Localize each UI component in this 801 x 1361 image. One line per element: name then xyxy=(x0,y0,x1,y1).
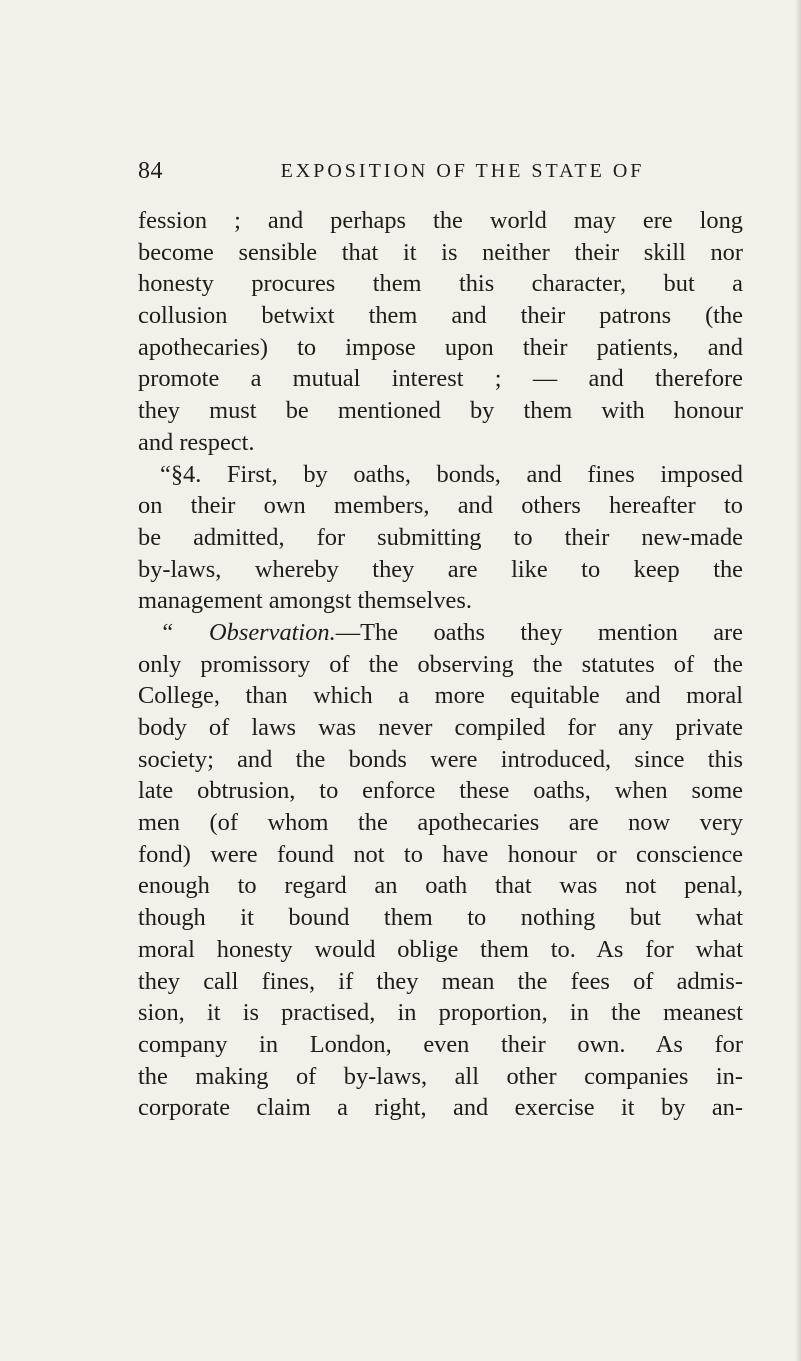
text-line: enough to regard an oath that was not penal, xyxy=(138,872,743,900)
text-line: society; and the bonds were introduced, since this xyxy=(138,745,743,773)
text-line: fond) were found not to have honour or conscience xyxy=(138,840,743,868)
text-line: by-laws, whereby they are like to keep the xyxy=(138,555,743,583)
text-line: late obtrusion, to enforce these oaths, when some xyxy=(138,777,743,805)
text-line: they call fines, if they mean the fees of admis- xyxy=(138,967,743,995)
text-line: sion, it is practised, in proportion, in the meanest xyxy=(138,999,743,1027)
body-text xyxy=(138,205,743,1124)
page-edge-shadow xyxy=(795,0,801,1361)
text-line: corporate claim a right, and exercise it by an- xyxy=(138,1094,743,1122)
text-line: honesty procures them this character, but a xyxy=(138,270,743,298)
text-line: though it bound them to nothing but what xyxy=(138,904,743,932)
text-line-observation xyxy=(138,617,743,649)
text-line: they must be mentioned by them with honour xyxy=(138,397,743,425)
page-header xyxy=(138,154,743,188)
text-line: body of laws was never compiled for any private xyxy=(138,714,743,741)
text-line: men (of whom the apothecaries are now very xyxy=(138,809,743,837)
text-line: only promissory of the observing the statutes of the xyxy=(138,650,743,678)
text-line: management amongst themselves. xyxy=(138,587,472,615)
text-line: College, than which a more equitable and moral xyxy=(138,682,743,710)
text-line: collusion betwixt them and their patrons (the xyxy=(138,302,743,330)
text-line: the making of by-laws, all other companies in- xyxy=(138,1062,743,1090)
page-number: 84 xyxy=(138,158,163,184)
text-line: moral honesty would oblige them to. As for what xyxy=(138,935,743,963)
text-line: become sensible that it is neither their skill nor xyxy=(138,238,743,266)
text-line: fession ; and perhaps the world may ere long xyxy=(138,207,743,234)
observation-lead: “ Observation. xyxy=(160,618,336,646)
text-line: “§4. First, by oaths, bonds, and fines imposed xyxy=(160,460,743,488)
text-line: be admitted, for submitting to their new-made xyxy=(138,523,743,551)
text-line: on their own members, and others hereafter to xyxy=(138,492,743,520)
running-head: EXPOSITION OF THE STATE OF xyxy=(280,160,645,182)
text-line: promote a mutual interest ; — and therefore xyxy=(138,365,743,393)
text-line: company in London, even their own. As for xyxy=(138,1030,743,1058)
observation-rest: —The oaths they mention are xyxy=(335,618,743,646)
text-line: and respect. xyxy=(138,428,255,456)
text-line: apothecaries) to impose upon their patients, and xyxy=(138,333,743,361)
